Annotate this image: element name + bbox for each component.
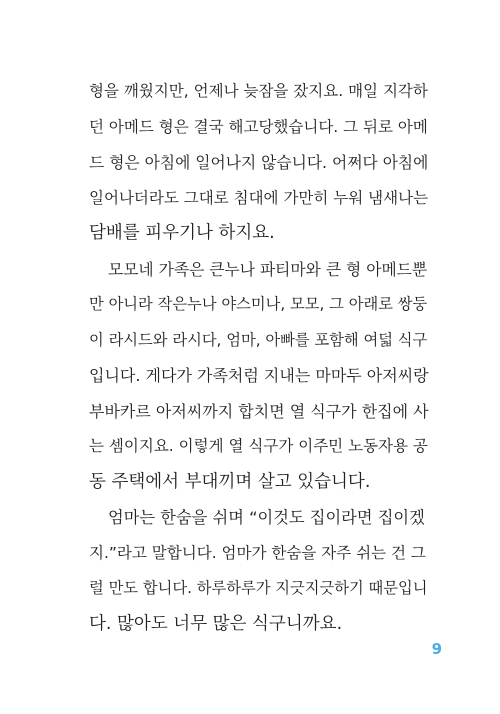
text-line: 만 아니라 작은누나 야스미나, 모모, 그 아래로 쌍둥 [89, 295, 428, 313]
text-line: 부바카르 아저씨까지 합치면 열 식구가 한집에 사 [89, 401, 429, 421]
text-line: 지.”라고 말합니다. 엄마가 한숨을 자주 쉬는 건 그 [89, 543, 426, 562]
text-line: 럴 만도 합니다. 하루하루가 지긋지긋하기 때문입니 [89, 579, 428, 597]
text-line: 담배를 피우기나 하지요. [89, 223, 275, 243]
text-line: 동 주택에서 부대끼며 살고 있습니다. [89, 471, 371, 492]
page-number: 9 [431, 640, 442, 658]
text-line: 형을 깨웠지만, 언제나 늦잠을 잤지요. 매일 지각하 [89, 82, 428, 100]
text-line: 이 라시드와 라시다, 엄마, 아빠를 포함해 여덟 식구 [89, 330, 428, 349]
text-line: 다. 많아도 너무 많은 식구니까요. [89, 613, 343, 634]
text-line: 모모네 가족은 큰누나 파티마와 큰 형 아메드뿐 [108, 259, 428, 279]
text-line: 엄마는 한숨을 쉬며 “이것도 집이라면 집이겠 [108, 508, 425, 527]
text-line: 던 아메드 형은 결국 해고당했습니다. 그 뒤로 아메 [89, 117, 428, 136]
body-text [89, 74, 429, 642]
text-line: 일어나더라도 그대로 침대에 가만히 누워 냄새나는 [89, 188, 429, 207]
text-line: 입니다. 게다가 가족처럼 지내는 마마두 아저씨랑 [89, 366, 429, 385]
text-line: 드 형은 아침에 일어나지 않습니다. 어쩌다 아침에 [89, 153, 429, 172]
text-line: 는 셈이지요. 이렇게 열 식구가 이주민 노동자용 공 [89, 437, 428, 455]
